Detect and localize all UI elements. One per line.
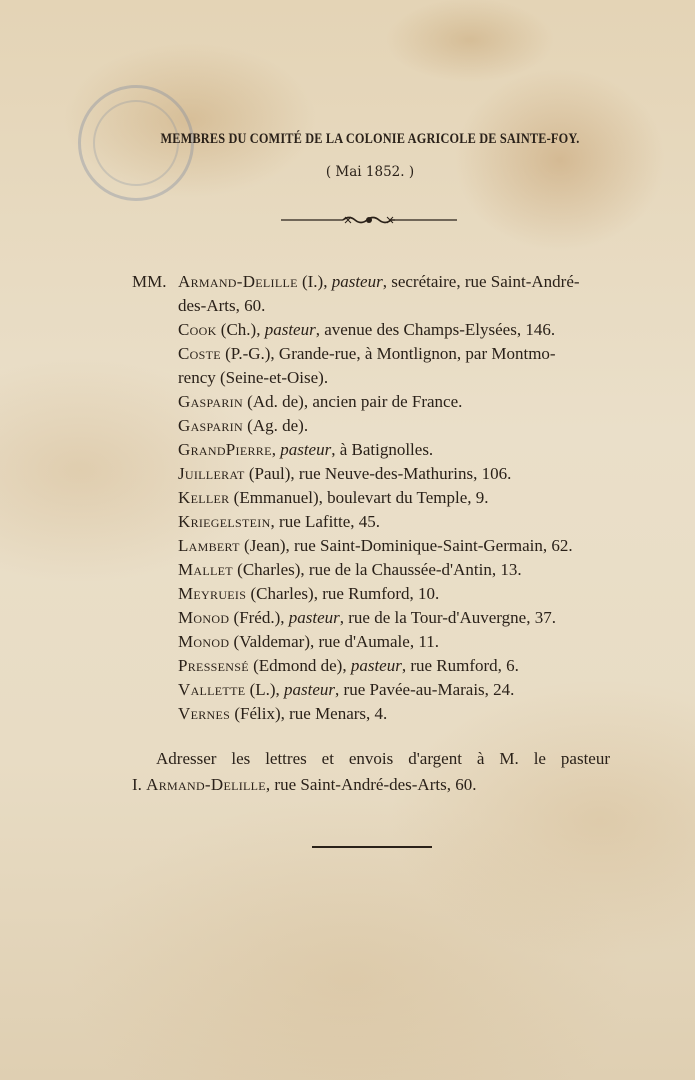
member-entry-continuation: des-Arts, 60. (178, 296, 266, 315)
member-entry: Vernes (Félix), rue Menars, 4. (178, 704, 388, 723)
member-name: Meyrueis (178, 584, 247, 603)
printer-ornament-icon (281, 213, 457, 227)
member-entry: Gasparin (Ad. de), ancien pair de France. (178, 392, 463, 411)
member-entry: Kriegelstein, rue Lafitte, 45. (178, 512, 381, 531)
address-note (132, 746, 610, 798)
member-name: Cook (178, 320, 217, 339)
member-role: pasteur (280, 440, 332, 459)
member-entry: MM. Armand-Delille (I.), pasteur, secrétaire, rue Saint-André- des-Arts, 60. (132, 270, 612, 318)
member-role: pasteur (288, 608, 340, 627)
member-entry: Gasparin (Ag. de). (178, 416, 309, 435)
member-list (132, 270, 612, 726)
member-entry: Cook (Ch.), pasteur, avenue des Champs-Elysées, 146. (178, 320, 556, 339)
member-entry: Monod (Fréd.), pasteur, rue de la Tour-d'Auvergne, 37. (178, 608, 556, 627)
member-role: pasteur (331, 272, 383, 291)
member-name: Coste (178, 344, 221, 363)
member-name: Vernes (178, 704, 231, 723)
member-name: Keller (178, 488, 230, 507)
member-entry-continuation: rency (Seine-et-Oise). (178, 368, 329, 387)
member-name: Lambert (178, 536, 240, 555)
page-title: MEMBRES DU COMITÉ DE LA COLONIE AGRICOLE DE SAINTE-FOY. (160, 131, 580, 147)
date-line: ( Mai 1852. ) (325, 164, 415, 180)
member-entry: Vallette (L.), pasteur, rue Pavée-au-Marais, 24. (178, 680, 515, 699)
member-name: Gasparin (178, 416, 243, 435)
member-name: Gasparin (178, 392, 243, 411)
member-name: Monod (178, 632, 230, 651)
note-line-1: Adresser les lettres et envois d'argent à M. le pasteur (156, 749, 610, 768)
member-name: Vallette (178, 680, 246, 699)
member-entry: Mallet (Charles), rue de la Chaussée-d'Antin, 13. (178, 560, 522, 579)
member-name: Armand-Delille (178, 272, 298, 291)
member-name: GrandPierre (178, 440, 272, 459)
member-entry: Juillerat (Paul), rue Neuve-des-Mathurins, 106. (178, 464, 512, 483)
member-entry: Keller (Emmanuel), boulevart du Temple, 9. (178, 488, 489, 507)
member-name: Kriegelstein (178, 512, 271, 531)
member-entry: Coste (P.-G.), Grande-rue, à Montlignon, par Montmo- rency (Seine-et-Oise). (132, 342, 612, 390)
member-role: pasteur (350, 656, 402, 675)
member-name: Monod (178, 608, 230, 627)
member-entry: GrandPierre, pasteur, à Batignolles. (178, 440, 434, 459)
prefix-mm: MM. (132, 272, 167, 291)
note-line-2: I. Armand-Delille, rue Saint-André-des-Arts, 60. (132, 775, 477, 794)
member-entry: Monod (Valdemar), rue d'Aumale, 11. (178, 632, 439, 651)
closing-rule (312, 846, 432, 848)
member-entry: Lambert (Jean), rue Saint-Dominique-Saint-Germain, 62. (178, 536, 573, 555)
member-name: Mallet (178, 560, 233, 579)
member-name: Pressensé (178, 656, 249, 675)
member-name: Juillerat (178, 464, 245, 483)
member-role: pasteur (264, 320, 316, 339)
note-name: Armand-Delille (146, 775, 266, 794)
member-entry: Meyrueis (Charles), rue Rumford, 10. (178, 584, 440, 603)
member-entry: Pressensé (Edmond de), pasteur, rue Rumford, 6. (178, 656, 519, 675)
member-role: pasteur (284, 680, 336, 699)
